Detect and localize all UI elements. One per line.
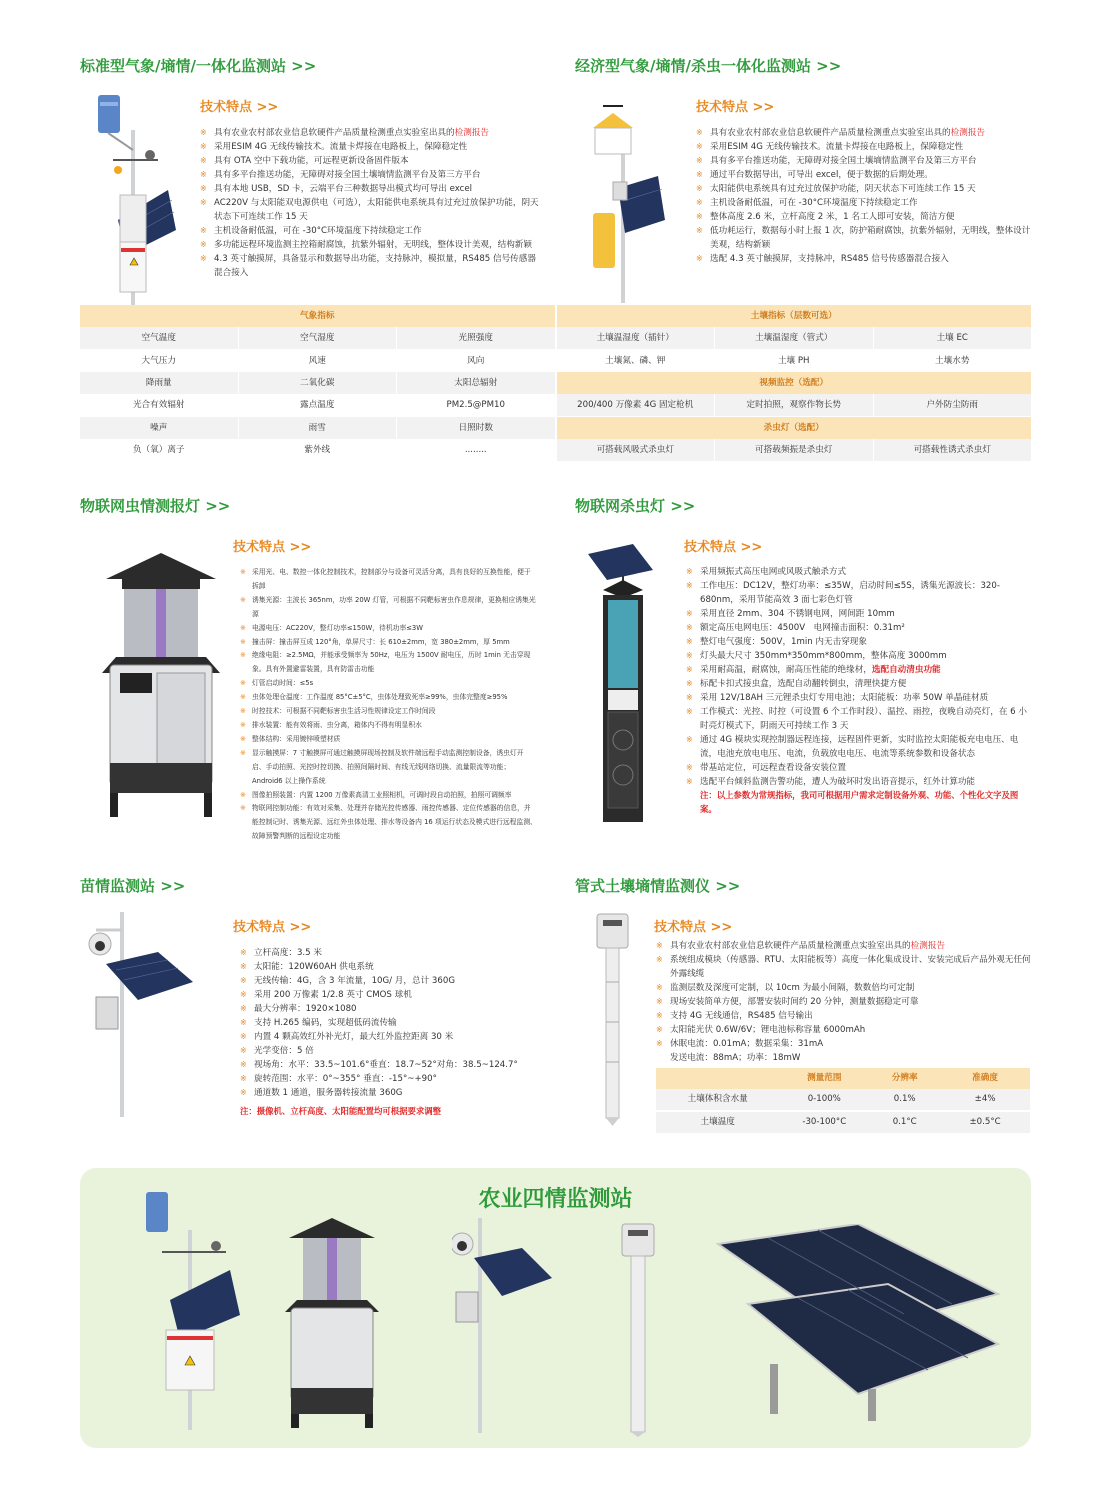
table-cell: 土壤温湿度（管式） bbox=[715, 327, 873, 349]
table-cell: 土壤 EC bbox=[874, 327, 1032, 349]
table-cell: 土壤水势 bbox=[935, 355, 970, 366]
s3-feature-list bbox=[240, 566, 537, 844]
s5-feature-list bbox=[240, 946, 540, 1100]
bottom-solar-array-image bbox=[708, 1224, 1000, 1424]
indicator-table bbox=[80, 305, 1031, 457]
feature-item: ※ 具有农业农村部农业信息软硬件产品质量检测重点实验室出具的检测报告 bbox=[656, 939, 1034, 953]
table-row bbox=[656, 1112, 1030, 1133]
feature-item: ※ 内置 4 颗高效红外补光灯，最大红外监控距离 30 米 bbox=[240, 1030, 540, 1044]
feature-item: ※ 显示触摸屏：7 寸触摸屏可通过触摸屏现场控制及软件端远程手动监测控制设备，诱虫灯开启、手动拍照、光控时控切换、拍照间隔时间、有线无线网络切换、流量限流等功能；Android6 以上操作系统 bbox=[240, 747, 537, 789]
seedling-station-image bbox=[88, 912, 198, 1117]
table-cell: 可搭载性诱式杀虫灯 bbox=[874, 439, 1032, 461]
feature-item: ※ 带基站定位，可远程查看设备安装位置 bbox=[686, 761, 1031, 775]
feature-item: ※ 休眠电流：0.01mA；数据采集：31mA bbox=[656, 1037, 1034, 1051]
feature-item: ※ 采用 200 万像素 1/2.8 英寸 CMOS 球机 bbox=[240, 988, 540, 1002]
economy-station-image bbox=[583, 98, 668, 303]
table-cell: 土壤温湿度（插针） bbox=[557, 327, 715, 349]
s6-extra-line: 发送电流：88mA；功率：18mW bbox=[670, 1053, 801, 1063]
table-cell: 二氧化碳 bbox=[239, 372, 397, 394]
table-cell: 空气湿度 bbox=[239, 327, 397, 349]
table-header: 杀虫灯（选配） bbox=[557, 417, 1032, 439]
feature-item: ※ 主机设备耐低温，可在 -30°C环境温度下持续稳定工作 bbox=[696, 196, 1036, 210]
feature-item: ※ 灯头最大尺寸 350mm*350mm*800mm，整体高度 3000mm bbox=[686, 649, 1031, 663]
table-cell: 分辨率 bbox=[891, 1073, 918, 1083]
table-cell: 0-100% bbox=[807, 1094, 841, 1104]
feature-item: ※ 通过平台数据导出，可导出 excel，便于数据的后期处理。 bbox=[696, 168, 1036, 182]
table-cell: 测量范围 bbox=[807, 1073, 842, 1083]
feature-item: ※ 视场角：水平：33.5~101.6°垂直：18.7~52°对角：38.5~124.7° bbox=[240, 1058, 540, 1072]
table-cell: 太阳总辐射 bbox=[397, 372, 555, 394]
feature-item: ※ 工作电压：DC12V，整灯功率：≤35W，启动时间≤5S，诱集光源波长：320-680nm，采用节能高效 3 面七彩色灯管 bbox=[686, 579, 1031, 607]
s2-feature-list bbox=[696, 126, 1036, 266]
section-title-tube-soil-monitor: 管式土壤墒情监测仪 >> bbox=[575, 877, 741, 895]
tech-head-s4: 技术特点 >> bbox=[684, 540, 763, 555]
table-cell: 200/400 万像素 4G 固定枪机 bbox=[557, 394, 715, 416]
feature-item: ※ 具有农业农村部农业信息软硬件产品质量检测重点实验室出具的检测报告 bbox=[200, 126, 540, 140]
tech-head-s2: 技术特点 >> bbox=[696, 100, 775, 115]
table-cell: 光照强度 bbox=[397, 327, 555, 349]
feature-item: ※ 撞击屏：撞击屏互成 120°角，单屏尺寸：长 610±2mm，宽 380±2mm，厚 5mm bbox=[240, 636, 537, 650]
feature-item: ※ 立杆高度：3.5 米 bbox=[240, 946, 540, 960]
feature-item: ※ 无线传输：4G，含 3 年流量，10G/ 月，总计 360G bbox=[240, 974, 540, 988]
table-cell: 露点温度 bbox=[300, 400, 335, 411]
table-cell: 土壤温度 bbox=[700, 1117, 735, 1127]
tech-head-s5: 技术特点 >> bbox=[233, 920, 312, 935]
feature-item: ※ 具有农业农村部农业信息软硬件产品质量检测重点实验室出具的检测报告 bbox=[696, 126, 1036, 140]
table-cell: 风向 bbox=[467, 355, 485, 366]
table-cell: 0.1% bbox=[893, 1094, 916, 1104]
feature-item: ※ 最大分辨率：1920×1080 bbox=[240, 1002, 540, 1016]
s6-feature-list bbox=[656, 939, 1034, 1051]
feature-item: ※ 整灯电气强度：500V，1min 内无击穿现象 bbox=[686, 635, 1031, 649]
table-cell: 噪声 bbox=[80, 417, 238, 439]
tech-head-s1: 技术特点 >> bbox=[200, 100, 279, 115]
feature-item: ※ 旋转范围：水平：0°~355° 垂直：-15°~+90° bbox=[240, 1072, 540, 1086]
feature-item: ※ 具有多平台推送功能，无障碍对接全国土壤墒情监测平台及第三方平台 bbox=[696, 154, 1036, 168]
feature-item: ※ 现场安装简单方便，部署安装时间约 20 分钟，测量数据稳定可靠 bbox=[656, 995, 1034, 1009]
feature-item: ※ 4.3 英寸触摸屏，具备显示和数据导出功能，支持脉冲，模拟量，RS485 信号传感器混合接入 bbox=[200, 252, 540, 280]
section-title-seedling-station: 苗情监测站 >> bbox=[80, 877, 186, 895]
feature-item: ※ 通过 4G 模块实现控制器远程连接，远程固件更新，实时监控太阳能板充电电压、电流，电池充放电电压、电流，负载放电电压、电流等系统参数和设备状态 bbox=[686, 733, 1031, 761]
table-cell bbox=[656, 1068, 779, 1089]
table-cell: 降雨量 bbox=[80, 372, 238, 394]
s1-feature-list bbox=[200, 126, 540, 280]
feature-item: ※ 主机设备耐低温，可在 -30°C环境温度下持续稳定工作 bbox=[200, 224, 540, 238]
feature-item: ※ 灯管启动时间：≤5s bbox=[240, 677, 537, 691]
feature-item: ※ 标配卡扣式接虫盒，选配自动翻转倒虫，清理快捷方便 bbox=[686, 677, 1031, 691]
feature-item: ※ 低功耗运行，数据每小时上报 1 次，防护箱耐腐蚀，抗紫外辐射，无明线，整体设计美观，结构新颖 bbox=[696, 224, 1036, 252]
table-cell: 负（氧）离子 bbox=[132, 444, 185, 455]
table-cell: 可搭载风吸式杀虫灯 bbox=[557, 439, 715, 461]
feature-item: ※ 采用ESIM 4G 无线传输技术。流量卡焊接在电路板上，保障稳定性 bbox=[200, 140, 540, 154]
bottom-tube-soil-monitor-image bbox=[618, 1222, 658, 1437]
s5-note: 注：摄像机、立杆高度、太阳能配置均可根据要求调整 bbox=[240, 1106, 441, 1116]
feature-item: ※ 太阳能光伏 0.6W/6V；锂电池标称容量 6000mAh bbox=[656, 1023, 1034, 1037]
bottom-insect-lamp-image bbox=[285, 1218, 380, 1428]
table-cell: 日照时数 bbox=[397, 417, 555, 439]
table-cell: 风速 bbox=[308, 355, 326, 366]
table-cell: 土壤 PH bbox=[777, 355, 810, 366]
table-cell: PM2.5@PM10 bbox=[446, 400, 505, 411]
feature-item: ※ 图像拍照装置：内置 1200 万像素高清工业照相机，可调时段自动拍照，拍照可调频率 bbox=[240, 789, 537, 803]
feature-item: ※ 具有多平台推送功能，无障碍对接全国土壤墒情监测平台及第三方平台 bbox=[200, 168, 540, 182]
feature-item: ※ 支持 4G 无线通信，RS485 信号输出 bbox=[656, 1009, 1034, 1023]
table-cell: 紫外线 bbox=[304, 444, 331, 455]
table-cell: ±4% bbox=[974, 1094, 996, 1104]
feature-item: ※ 整体高度 2.6 米，立杆高度 2 米，1 名工人即可安装，简洁方便 bbox=[696, 210, 1036, 224]
table-cell: 土壤体积含水量 bbox=[687, 1094, 748, 1104]
feature-item: ※ 监测层数及深度可定制，以 10cm 为最小间隔，数数倍均可定制 bbox=[656, 981, 1034, 995]
feature-item: ※ 选配 4.3 英寸触摸屏，支持脉冲，RS485 信号传感器混合接入 bbox=[696, 252, 1036, 266]
tube-soil-monitor-image bbox=[595, 912, 630, 1127]
feature-item: ※ 采用耐高温，耐腐蚀，耐高压性能的绝缘材，选配自动清虫功能 bbox=[686, 663, 1031, 677]
feature-item: ※ 额定高压电网电压：4500V 电网撞击面积：0.31m² bbox=[686, 621, 1031, 635]
table-cell: 准确度 bbox=[972, 1073, 998, 1083]
table-cell: 定时拍照，观察作物长势 bbox=[715, 394, 873, 416]
feature-item: ※ 选配平台倾斜监测告警功能，遭人为破坏时发出语音提示，红外计算功能 bbox=[686, 775, 1031, 789]
feature-item: ※ 采用光、电、数控一体化控制技术，控制部分与设备可灵活分离，具有良好的互换性能，便于拆卸 bbox=[240, 566, 537, 594]
feature-item: ※ 采用ESIM 4G 无线传输技术。流量卡焊接在电路板上，保障稳定性 bbox=[696, 140, 1036, 154]
feature-item: ※ 光学变倍：5 倍 bbox=[240, 1044, 540, 1058]
feature-item: ※ 太阳能：120W60AH 供电系统 bbox=[240, 960, 540, 974]
feature-item: ※ 通道数 1 通道，服务器转接流量 360G bbox=[240, 1086, 540, 1100]
insect-forecast-lamp-image bbox=[102, 553, 220, 821]
iot-insect-lamp-image bbox=[583, 540, 663, 822]
s4-feature-list bbox=[686, 565, 1031, 789]
s4-note: 注：以上参数为常规指标，我司可根据用户需求定制设备外观、功能、个性化文字及图案。 bbox=[700, 790, 1019, 814]
table-cell: 0.1°C bbox=[892, 1117, 917, 1127]
feature-item: ※ 虫体处理仓温度：工作温度 85°C±5°C，虫体处理致死率≥99%，虫体完整度≥95% bbox=[240, 691, 537, 705]
feature-item: ※ 系统组成模块（传感器、RTU、太阳能板等）高度一体化集成设计、安装完成后产品外观无任何外露线缆 bbox=[656, 953, 1034, 981]
feature-item: ※ 工作模式：光控、时控（可设置 6 个工作时段）、温控、雨控，夜晚自动亮灯，在 6 小时亮灯模式下，阴雨天可持续工作 3 天 bbox=[686, 705, 1031, 733]
feature-item: ※ 支持 H.265 编码，实现超低码流传输 bbox=[240, 1016, 540, 1030]
feature-item: ※ 多功能远程环境监测主控箱耐腐蚀，抗紫外辐射，无明线，整体设计美观，结构新颖 bbox=[200, 238, 540, 252]
feature-item: ※ 采用 12V/18AH 三元锂杀虫灯专用电池；太阳能板：功率 50W 单晶硅材质 bbox=[686, 691, 1031, 705]
table-cell: 光合有效辐射 bbox=[132, 400, 185, 411]
table-cell: ........ bbox=[464, 444, 487, 455]
bottom-seedling-station-image bbox=[452, 1218, 562, 1433]
soil-spec-table bbox=[656, 1068, 1030, 1133]
bottom-title: 农业四情监测站 bbox=[478, 1187, 633, 1212]
tech-head-s3: 技术特点 >> bbox=[233, 540, 312, 555]
feature-item: ※ 具有本地 USB，SD 卡，云端平台三种数据导出模式均可导出 excel bbox=[200, 182, 540, 196]
feature-item: ※ 具有 OTA 空中下载功能，可远程更新设备固件版本 bbox=[200, 154, 540, 168]
table-header: 气象指标 bbox=[80, 305, 555, 327]
table-header: 视频监控（选配） bbox=[557, 372, 1032, 394]
feature-item: ※ 排水装置：能有效将雨、虫分离，箱体内不得有明显积水 bbox=[240, 719, 537, 733]
table-cell: 土壤氮、磷、钾 bbox=[605, 355, 666, 366]
table-cell: -30-100°C bbox=[802, 1117, 847, 1127]
feature-item: ※ 整体结构：采用镀锌喷塑材质 bbox=[240, 733, 537, 747]
feature-item: ※ 采用直径 2mm、304 不锈钢电网，网间距 10mm bbox=[686, 607, 1031, 621]
table-row bbox=[656, 1068, 1030, 1089]
table-cell: 户外防尘防雨 bbox=[874, 394, 1032, 416]
table-cell: 空气温度 bbox=[80, 327, 238, 349]
feature-item: ※ AC220V 与太阳能双电源供电（可选），太阳能供电系统具有过充过放保护功能，阴天状态下可连续工作 15 天 bbox=[200, 196, 540, 224]
feature-item: ※ 时控技术：可根据不同靶标害虫生活习性规律设定工作时间段 bbox=[240, 705, 537, 719]
feature-item: ※ 诱集光源：主波长 365nm，功率 20W 灯管，可根据不同靶标害虫作息规律，更换相应诱集光源 bbox=[240, 594, 537, 622]
feature-item: ※ 采用频振式高压电网或风吸式触杀方式 bbox=[686, 565, 1031, 579]
bottom-panel bbox=[80, 1168, 1031, 1448]
standard-station-image bbox=[88, 90, 178, 305]
section-title-insect-forecast-lamp: 物联网虫情测报灯 >> bbox=[80, 497, 231, 515]
tech-head-s6: 技术特点 >> bbox=[654, 920, 733, 935]
feature-item: ※ 电源电压：AC220V，整灯功率≤150W，待机功率≤3W bbox=[240, 622, 537, 636]
table-cell: 雨雪 bbox=[239, 417, 397, 439]
section-title-standard-station: 标准型气象/墒情/一体化监测站 >> bbox=[80, 57, 317, 75]
bottom-standard-station-image bbox=[140, 1190, 250, 1430]
feature-item: ※ 物联网控制功能：有效对采集、处理并存储光控传感器、雨控传感器、定位传感器的信息，并能控制记时、诱集光源、远红外虫体处理、排水等设备内 16 项运行状态及模式进行远程监测、故障预警判断的远程设定功能 bbox=[240, 802, 537, 844]
table-header: 土壤指标（层数可选） bbox=[557, 305, 1032, 327]
table-cell: 可搭载频振是杀虫灯 bbox=[715, 439, 873, 461]
table-cell: ±0.5°C bbox=[969, 1117, 1001, 1127]
feature-item: ※ 绝缘电阻：≥2.5MΩ，并能承受频率为 50Hz，电压为 1500V 耐电压，历时 1min 无击穿现象。具有外置避雷装置，具有防雷击功能 bbox=[240, 649, 537, 677]
section-title-economy-station: 经济型气象/墒情/杀虫一体化监测站 >> bbox=[575, 57, 842, 75]
section-title-iot-insect-lamp: 物联网杀虫灯 >> bbox=[575, 497, 696, 515]
table-cell: 大气压力 bbox=[141, 355, 176, 366]
feature-item: ※ 太阳能供电系统具有过充过放保护功能，阴天状态下可连续工作 15 天 bbox=[696, 182, 1036, 196]
table-row bbox=[656, 1089, 1030, 1110]
